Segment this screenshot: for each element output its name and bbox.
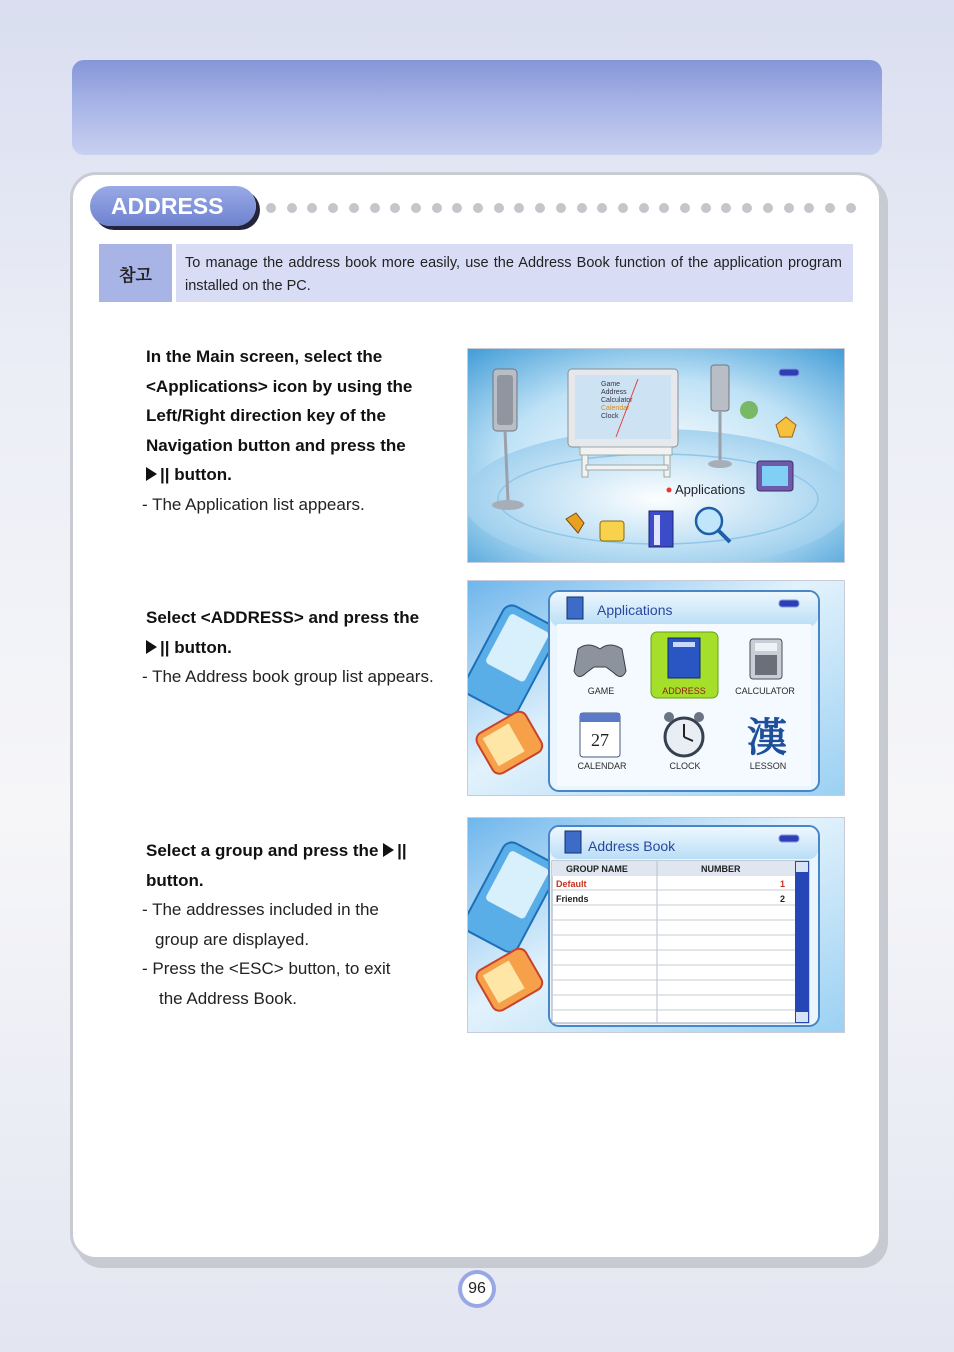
play-pause-icon	[146, 640, 157, 654]
step-1	[142, 342, 457, 519]
header-banner	[72, 60, 882, 155]
svg-text:27: 27	[591, 730, 609, 750]
app-label: CLOCK	[669, 761, 701, 771]
app-label: ADDRESS	[662, 686, 706, 696]
step-3-result: the Address Book.	[159, 988, 297, 1008]
window-title: Address Book	[588, 838, 676, 854]
minimize-icon	[779, 600, 799, 607]
app-label: CALENDAR	[577, 761, 627, 771]
tv-menu-item: Address	[601, 389, 627, 396]
column-header: GROUP NAME	[566, 864, 628, 874]
tv-menu-item: Game	[601, 381, 621, 388]
step-1-line: Left/Right direction key of the	[146, 406, 386, 425]
table-row-name[interactable]: Friends	[556, 894, 589, 904]
step-1-line-button: || button.	[142, 460, 457, 490]
step-2-line-button: || button.	[142, 633, 457, 663]
minimize-icon	[779, 835, 799, 842]
chinese-character-icon: 漢	[747, 715, 787, 761]
window-title: Applications	[597, 602, 673, 618]
play-pause-icon	[383, 843, 394, 857]
screenshot-applications	[467, 580, 845, 796]
scroll-up-icon[interactable]	[796, 862, 808, 872]
app-label: CALCULATOR	[735, 686, 795, 696]
section-title: ADDRESS	[90, 186, 256, 226]
step-3-result: - The addresses included in the	[142, 900, 379, 919]
table-row-name[interactable]: Default	[556, 879, 587, 889]
tv-menu-item: Calculator	[601, 397, 633, 404]
play-pause-icon	[146, 467, 157, 481]
dot-divider	[266, 203, 856, 213]
address-book-icon	[565, 831, 581, 853]
step-1-line: <Applications> icon by using the	[146, 376, 413, 396]
step-1-line: In the Main screen, select the	[146, 347, 383, 366]
step-2-line: Select <ADDRESS> and press the	[146, 608, 420, 627]
column-header: NUMBER	[701, 864, 741, 874]
page-number: 96	[462, 1274, 492, 1304]
screenshot-main-screen	[467, 348, 845, 563]
calculator-icon	[750, 639, 782, 679]
app-label: LESSON	[749, 761, 787, 771]
table-row-number: 1	[779, 879, 785, 889]
step-3-line: button.	[146, 870, 204, 890]
note-text: To manage the address book more easily, use the Address Book function of the application program installed on the PC.	[176, 244, 853, 302]
step-3	[142, 836, 457, 1013]
step-2-result: - The Address book group list appears.	[142, 667, 434, 686]
note-label: 참고	[99, 244, 172, 302]
scroll-down-icon[interactable]	[796, 1012, 808, 1022]
app-label: GAME	[587, 686, 615, 696]
table-row-number: 2	[779, 894, 785, 904]
tv-menu-item: Calendar	[601, 405, 630, 412]
step-1-result: - The Application list appears.	[142, 494, 365, 514]
address-book-icon	[668, 638, 700, 678]
alarm-clock-icon	[664, 712, 704, 756]
screenshot-address-book	[467, 817, 845, 1033]
scrollbar[interactable]	[795, 861, 809, 1023]
step-3-result: - Press the <ESC> button, to exit	[142, 959, 391, 978]
tv-menu-item: Clock	[601, 413, 619, 420]
step-2	[142, 603, 457, 692]
step-1-line: Navigation button and press the	[146, 435, 406, 455]
calendar-icon	[580, 713, 620, 757]
step-3-line: Select a group and press the ||	[146, 841, 407, 860]
step-3-result: group are displayed.	[155, 929, 310, 949]
applications-label: Applications	[675, 482, 746, 497]
